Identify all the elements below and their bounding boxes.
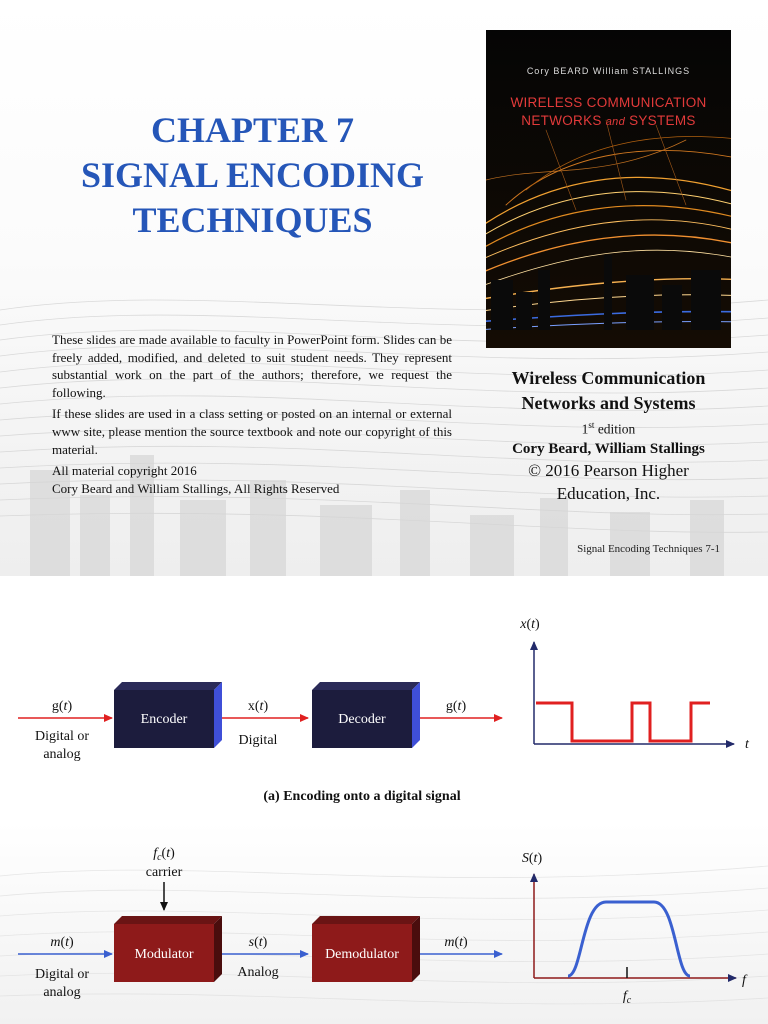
plot-a-y-label: x(t) [520, 617, 540, 632]
book-edition [486, 416, 731, 439]
publisher-line-1: © 2016 Pearson Higher [528, 460, 689, 480]
mid-label-a: x(t) [247, 699, 269, 714]
edition-word: edition [594, 421, 636, 437]
book-title-line-1: Wireless Communication [511, 368, 706, 388]
cover-title-systems: SYSTEMS [625, 113, 696, 128]
edition-suffix: st [588, 420, 595, 430]
title-line-3: TECHNIQUES [132, 200, 373, 240]
cover-title-line-2 [486, 112, 731, 131]
decoder-label: Decoder [338, 712, 386, 727]
cover-authors: Cory BEARD William STALLINGS [526, 66, 691, 76]
mid-label-b: s(t) [248, 935, 268, 950]
encoder-block [114, 682, 222, 748]
carrier-label: $f_c(t)$ [153, 846, 175, 863]
cover-title-line-1: WIRELESS COMMUNICATION [510, 95, 707, 110]
book-title-line-2: Networks and Systems [521, 393, 696, 413]
encoder-label: Encoder [140, 712, 188, 727]
input-desc-a-line-1: Digital or [34, 729, 90, 744]
mid-desc-a: Digital [238, 733, 278, 748]
demodulator-block [312, 916, 420, 982]
edition-number: 1 [581, 421, 589, 437]
plot-b-y-label: S(t) [521, 851, 543, 866]
copyright-disclaimer [52, 331, 452, 497]
fc-label: $f_c$ [622, 989, 632, 1006]
output-label-b: m(t) [444, 935, 468, 950]
input-desc-a-line-2: analog [43, 747, 81, 762]
slide-2 [0, 576, 768, 1024]
plot-a-x-label: t [745, 737, 749, 752]
book-authors: Cory Beard, William Stallings [512, 440, 705, 457]
title-line-1: CHAPTER 7 [150, 110, 354, 150]
digital-waveform [536, 703, 710, 741]
digital-signal-plot [519, 617, 750, 752]
book-cover-image [486, 30, 731, 348]
demodulator-label: Demodulator [325, 947, 399, 962]
input-label-a: g(t) [51, 699, 73, 714]
output-label-a: g(t) [445, 699, 467, 714]
book-info [486, 366, 731, 505]
cover-title-and: and [605, 116, 626, 128]
disclaimer-copyright-line-2: Cory Beard and William Stallings, All Rights Reserved [52, 480, 340, 496]
publisher-line-2: Education, Inc. [556, 483, 661, 503]
input-desc-b-line-2: analog [43, 985, 81, 1000]
input-desc-b-line-1: Digital or [34, 967, 90, 982]
cover-light-trails-art [486, 30, 731, 348]
cover-title [486, 94, 731, 131]
caption-a: (a) Encoding onto a digital signal [263, 789, 461, 804]
slide-footer: Signal Encoding Techniques 7-1 [577, 543, 720, 555]
diagram-a-digital-encoding [18, 617, 750, 804]
encoding-diagram [0, 576, 768, 1024]
modulator-block [114, 916, 222, 982]
modulator-label: Modulator [134, 947, 194, 962]
disclaimer-paragraph-2: If these slides are used in a class setting or posted on an internal or external www site, please mention the source textbook and note our copyright of this material. [52, 406, 452, 457]
slide-title [40, 108, 465, 243]
input-label-b: m(t) [50, 935, 74, 950]
plot-b-x-label: f [742, 973, 746, 988]
carrier-desc: carrier [145, 865, 183, 880]
cover-title-networks: NETWORKS [521, 113, 606, 128]
mid-desc-b: Analog [237, 965, 279, 980]
decoder-block [312, 682, 420, 748]
disclaimer-paragraph-1: These slides are made available to faculty in PowerPoint form. Slides can be freely added, modified, and deleted to suit student needs. They represent substantial work on the part of the authors; therefore, we request the following. [52, 332, 452, 400]
title-line-2: SIGNAL ENCODING [80, 155, 425, 195]
disclaimer-copyright-line-1: All material copyright 2016 [52, 463, 197, 479]
